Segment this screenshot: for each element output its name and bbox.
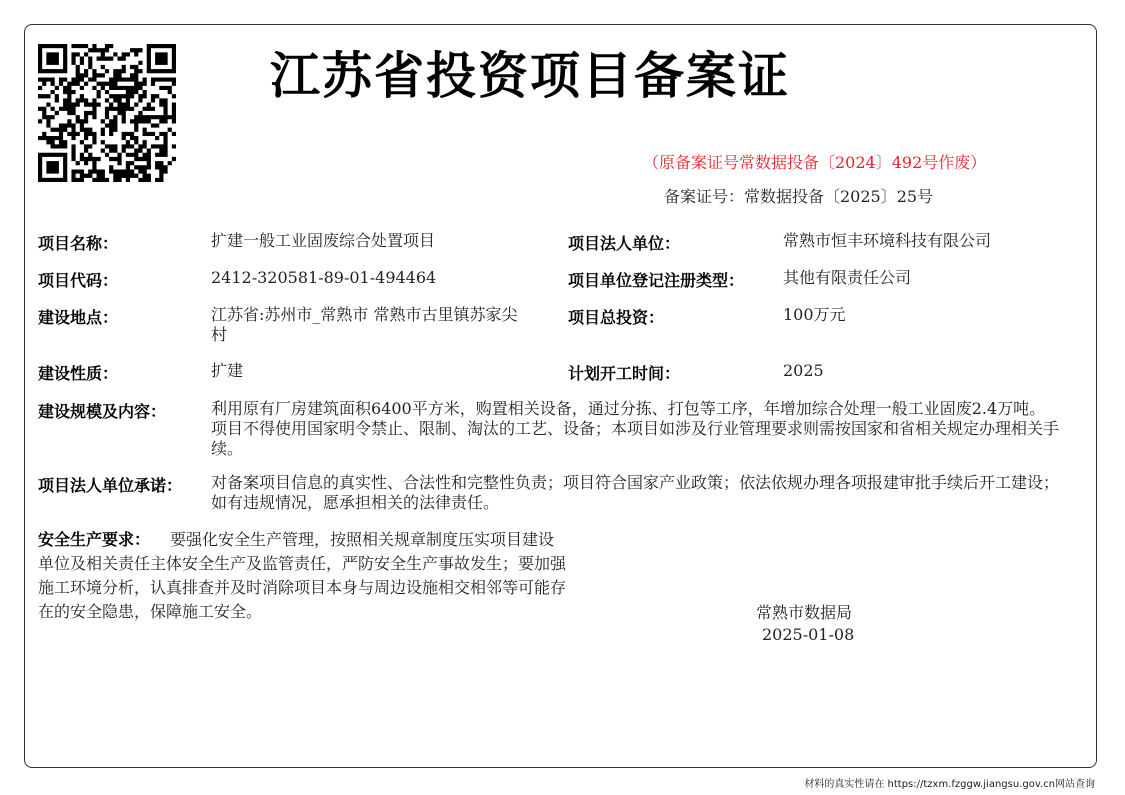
commitment-value: 对备案项目信息的真实性、合法性和完整性负责；项目符合国家产业政策；依法依规办理各项报建审批手续后开工建设；如有违规情况，愿承担相关的法律责任。 — [211, 473, 1060, 512]
registration-type-label: 项目单位登记注册类型： — [568, 271, 745, 290]
verification-footer: 材料的真实性请在 https://tzxm.fzggw.jiangsu.gov.cn网站查询 — [804, 779, 1095, 790]
safety-requirements — [38, 528, 568, 624]
scale-content-label: 建设规模及内容： — [38, 402, 167, 421]
issue-date: 2025-01-08 — [762, 625, 855, 644]
safety-value: 要强化安全生产管理，按照相关规章制度压实项目建设单位及相关责任主体安全生产及监管责任，严防安全生产事故发生；要加强施工环境分析，认真排查并及时消除项目本身与周边设施相交相邻等可能存在的安全隐患，保障施工安全。 — [38, 530, 567, 621]
registration-type-value: 其他有限责任公司 — [783, 268, 912, 287]
location-label: 建设地点： — [38, 308, 119, 327]
original-cert-note: （原备案证号常数据投备〔2024〕492号作废） — [643, 153, 987, 172]
safety-label: 安全生产要求： — [38, 530, 151, 549]
project-name-value: 扩建一般工业固废综合处置项目 — [211, 231, 436, 250]
scale-content-value: 利用原有厂房建筑面积6400平方米，购置相关设备，通过分拣、打包等工序，年增加综合处理一般工业固废2.4万吨。项目不得使用国家明令禁止、限制、淘汰的工艺、设备；本项目如涉及行业管理要求则需按国家和省相关规定办理相关手续。 — [211, 399, 1060, 458]
planned-start-value: 2025 — [783, 361, 824, 380]
qr-code[interactable] — [38, 44, 176, 182]
project-name-label: 项目名称： — [38, 234, 119, 253]
construction-nature-value: 扩建 — [211, 361, 244, 380]
construction-nature-label: 建设性质： — [38, 364, 119, 383]
commitment-label: 项目法人单位承诺： — [38, 476, 183, 495]
total-investment-label: 项目总投资： — [568, 308, 665, 327]
legal-entity-value: 常熟市恒丰环境科技有限公司 — [783, 231, 992, 250]
total-investment-value: 100万元 — [783, 305, 846, 324]
cert-number: 备案证号：常数据投备〔2025〕25号 — [664, 187, 934, 206]
legal-entity-label: 项目法人单位： — [568, 234, 681, 253]
certificate-frame — [24, 24, 1097, 768]
issuer-name: 常熟市数据局 — [756, 603, 853, 622]
certificate-title: 江苏省投资项目备案证 — [270, 46, 790, 105]
planned-start-label: 计划开工时间： — [568, 364, 681, 383]
location-value: 江苏省:苏州市_常熟市 常熟市古里镇苏家尖村 — [211, 305, 518, 344]
project-code-label: 项目代码： — [38, 271, 119, 290]
project-code-value: 2412-320581-89-01-494464 — [211, 268, 437, 287]
